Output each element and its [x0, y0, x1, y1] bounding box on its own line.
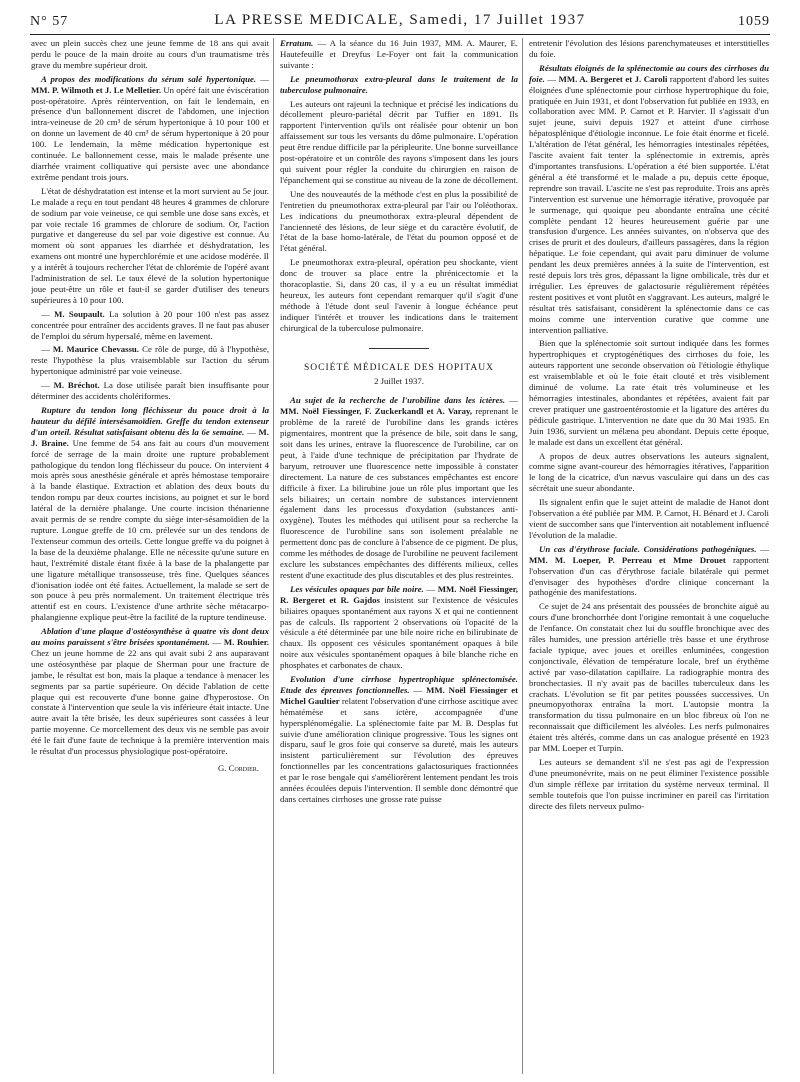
article-opening: A propos des modifications du sérum salé hypertonique. — MM. P. Wilmoth et J. Le Melletier. Un opéré fait une éviscération post-opératoire. Après réintervention, on fait le lendemain, en présence d'un ballonnement discret de l'abdomen, une injection intra-veineuse de 20 cm³ de sérum hypertonique à 10 pour 100 et on donne un lavement de 40 cm³ de sérum hypertonique à 20 pour 100. Le lendemain, la même médication hypertonique est continuée. Le ballonnement cesse, mais le malade présente une diarrhée vraiment colliquative qui persiste avec une abondance extrême pendant trois jours.: [31, 73, 269, 182]
article-opening: Ablation d'une plaque d'ostéosynthèse à quatre vis dont deux au moins paraissent s'être brisées spontanément. — M. Rouhier. Chez un jeune homme de 22 ans qui avait subi 2 ans auparavant une ostéosynthèse par plaque de Sherman pour une fracture de jambe, le résultat est bon, mais la plaque a tendance à menacer les segments par sa partie supérieure. On décide l'ablation de cette plaque qui est recouverte d'une bonne gaine d'hyperostose. On constate à l'intervention que seule la vis inférieure était intacte. Une autre avait la tête brisée, les deux supérieures sont cassées à leur partie moyenne. Ce morcellement des deux vis ne semble pas avoir été le fait d'une faute de technique à la première intervention mais le résultat d'un processus physiologique post-opératoire.: [31, 626, 269, 757]
article-title: Au sujet de la recherche de l'urobiline dans les ictères.: [290, 395, 506, 406]
paragraph-text: Un opéré fait une éviscération post-opératoire. Après réintervention, on fait le lendemain, en présence d'un ballonnement discret de l'abdomen, une injection intra-veineuse de 20 cm³ de sérum hypertonique à 10 pour 100 et on donne un lavement de 40 cm³ de sérum hypertonique à 20 pour 100. Le lendemain, la même médication hypertonique est continuée. Le ballonnement cesse, mais le malade présente une diarrhée vraiment colliquative qui persiste avec une abondance extrême pendant trois jours.: [31, 84, 269, 182]
article-title: Résultats éloignés de la splénectomie au cours des cirrhoses du foie.: [529, 62, 769, 84]
paragraph-text: insistent sur l'existence de vésicules biliaires opaques spontanément aux rayons X et qui ne contiennent pas de calculs. Ils rapportent 2 observations où l'opacité de la vésicule a été déterminée par une bile noire riche en bilirubinate de chaux. Ils opposent ces vésicules spontanément opaques à bile noire aux vésicules spontanément opaques à bile blanche riche en phosphates et carbonates de chaux.: [280, 594, 518, 671]
article-title: Erratum.: [280, 38, 314, 48]
discussion-remark: — M. Maurice Chevassu. Ce rôle de purge, dû à l'hypothèse, reste l'hypothèse la plus vraisemblable sur l'action du sérum hypertonique administré par voie veineuse.: [31, 344, 269, 377]
section-rule: [369, 348, 429, 349]
signature: G. Cordier.: [217, 763, 259, 773]
paragraph-text: reprenant le problème de la rareté de l'urobiline dans les grands ictères pigmentaires, montrent que la présence de bile, soit dans le sang, soit dans les urines, entrave la fluorescence de l'urobiline, car on peut, à l'aide d'une technique de précipitation par l'hydrate de baryum, retrouver une fluorescence nette impossible à constater directement. La nature de ces substances empêchantes est encore difficile à fixer. La bilirubine joue un rôle plus important que les sels biliaires; un certain nombre de substances interviennent également dans les processus d'oxydation (substances anti-oxygène). Toutes les méthodes qui utilisent pour sa recherche la fluorescence de l'urobiline sans son isolement préalable ne permettent donc pas de conclure à l'absence de ce pigment. De plus, comme les méthodes de dosage de l'urobiline ne peuvent facilement exclure les substances empêchantes des différents milieux, celles restent d'une exactitude des plus discutables et des plus restreintes.: [280, 406, 518, 580]
paragraph: Bien que la splénectomie soit surtout indiquée dans les formes hypertrophiques et cryptogénétiques des cirrhoses du foie, les auteurs rapportent une seconde observation où l'étiologie éthylique est vraisemblable et où le foie était clouté et très visiblement diminué de volume. La rate était très volumineuse et les hémorragies intestinales, abondantes et répétées, avaient fait par crever pratiquer une gastroentérostomie et la ligature des artères du pédicule gastrique. L'intervention ne date que du 30 Mai 1935. En Juin 1936, survient un mélæna peu abondant. Depuis cette époque, le malade est dans un excellent état général.: [529, 338, 769, 447]
erratum: Erratum. — A la séance du 16 Juin 1937, MM. A. Maurer, E. Hautefeuille et Dreyfus Le-Foyer ont fait la communication suivante :: [280, 38, 518, 70]
remark-text: Ce rôle de purge, dû à l'hypothèse, reste l'hypothèse la plus vraisemblable sur l'action du sérum hypertonique administré par voie veineuse.: [31, 344, 269, 377]
article-title: Evolution d'une cirrhose hypertrophique splénectomisée. Etude des épreuves fonctionnelles.: [280, 674, 518, 695]
article-title: A propos des modifications du sérum salé hypertonique.: [41, 73, 257, 84]
paragraph-text: relatent l'observation d'une cirrhose ascitique avec hématémèse et sans ictère, accompagnée d'une hypersplénomégalie. La splénectomie faite par M. B. Desplas fut suivie d'une amélioration clinique progressive. Tous les signes ont disparu, sauf le gros foie qui conserve sa dureté, mais les auteurs insistent particulièrement sur l'évolution des épreuves fonctionnelles par les concentrations galactosuriques fractionnées et par le rose bengale qui s'améliorèrent lentement pendant les trois années écoulées depuis l'intervention. Il semble donc démontré que dans certaines cirrhoses une grosse rate puisse: [280, 695, 518, 804]
article-opening: Au sujet de la recherche de l'urobiline dans les ictères. — MM. Noël Fiessinger, F. Zuckerkandl et A. Varay, reprenant le problème de la rareté de l'urobiline dans les grands ictères pigmentaires, montrent que la présence de bile, soit dans le sang, soit dans les urines, entrave la fluorescence de l'urobiline, car on peut, à l'aide d'une technique de précipitation par l'hydrate de baryum, retrouver une fluorescence nette impossible à constater directement. La nature de ces substances empêchantes est encore difficile à fixer. La bilirubine joue un rôle plus important que les sels biliaires; un certain nombre de substances interviennent également dans les processus d'oxydation (substances anti-oxygène). Toutes les méthodes qui utilisent pour sa recherche la fluorescence de l'urobiline sans son isolement préalable ne permettent donc pas de conclure à l'absence de ce pigment. De plus, comme les méthodes de dosage de l'urobiline ne peuvent facilement exclure les substances empêchantes des différents milieux, celles restent d'une exactitude des plus discutables et des plus restreintes.: [280, 395, 518, 580]
column-divider-1: [273, 38, 274, 1074]
paragraph: Les auteurs ont rajeuni la technique et précisé les indications du décollement pleuro-pariétal décrit par Tuffier en 1891. Ils rapportent l'intervention qu'ils ont réalisée pour obtenir un bon affaissement sur tous les versants du dôme pulmonaire. L'opération peut être rendue difficile par la péripleurite. Une bonne surveillance post-opératoire et un contrôle des rayons s'imposent dans les jours qui suivent pour régler la conduite du chirurgien en raison de l'épanchement qui se constitue au niveau de la zone de décollement.: [280, 98, 518, 185]
paragraph: Ils signalent enfin que le sujet atteint de maladie de Hanot dont l'observation a été publiée par MM. P. Carnot, H. Bénard et J. Caroli vient de succomber sans que l'intervention ait notablement influencé l'évolution de la maladie.: [529, 497, 769, 540]
paragraph-text: A la séance du 16 Juin 1937, MM. A. Maurer, E. Hautefeuille et Dreyfus Le-Foyer ont fait la communication suivante :: [280, 38, 518, 70]
remark-text: La solution à 20 pour 100 n'est pas assez concentrée pour entraîner des accidents graves. Il ne faut pas abuser de l'emploi du sérum hypersalé, même en lavement.: [31, 308, 269, 341]
remark-text: La dose utilisée paraît bien insuffisante pour déterminer des accidents cholériformes.: [31, 380, 269, 402]
article-opening: Les vésicules opaques par bile noire. — MM. Noël Fiessinger, R. Bergeret et R. Gajdos insistent sur l'existence de vésicules biliaires opaques spontanément aux rayons X et qui ne contiennent pas de calculs. Ils rapportent 2 observations où l'opacité de la vésicule a été déterminée par une bile noire riche en bilirubinate de chaux. Ils opposent ces vésicules spontanément opaques à bile noire aux vésicules spontanément opaques à bile blanche riche en phosphates et carbonates de chaux.: [280, 583, 518, 671]
paragraph: Les auteurs se demandent s'il ne s'est pas agi de l'expression d'une pneumonévrite, mais on ne peut éliminer l'existence possible d'un simple réflexe par irritation du système nerveux terminal. Il semble toutefois que l'on puisse incriminer en pareil cas l'irritation directe des filets nerveux pulmo-: [529, 757, 769, 811]
page-number: 1059: [738, 14, 770, 29]
paragraph: entretenir l'évolution des lésions parenchymateuses et interstitielles du foie.: [529, 38, 769, 59]
article-authors: MM. Noël Fiessinger, R. Bergeret et R. Gajdos: [280, 583, 518, 605]
session-date: 2 Juillet 1937.: [374, 376, 424, 387]
article-authors: MM. A. Bergeret et J. Caroli: [558, 73, 668, 84]
article-opening: Résultats éloignés de la splénectomie au cours des cirrhoses du foie. — MM. A. Bergeret et J. Caroli rapportent d'abord les suites éloignées d'une splénectomie pour cirrhose hypertrophique du foie, pratiquée en Juin 1931, et dont l'observation fut publiée en 1933, en collaboration avec MM. P. Carnot et P. Harvier. Il s'agissait d'un sujet jeune, suivi depuis 1927 et atteint d'une cirrhose hépatosplénique d'étiologie inconnue. Le foie était énorme et ficelé. L'altération de l'état général, les hémorragies intestinales répétées, l'ascite avaient fait tenter la splénectomie in extremis, après d'importantes transfusions. L'opération a été bien supportée. L'état général a été transformé et le malade a pu, depuis cette époque, reprendre son travail. L'ascite ne s'est pas reproduite. Trois ans après l'intervention est survenue une hémorragie itérative, provoquée par le surmenage, qui quoique peu abondante entraîna une cécité complète pendant 12 heures heureusement guérie par une transfusion d'urgence. Les années suivantes, on n'observa que des crises de prurit et des douleurs, d'ailleurs passagères, dans la région hépatique. Le foie cependant, qui avait paru diminuer de volume pendant les deux premières années à la suite de l'intervention, est resté depuis lors très gros, dépassant la ligne ombilicale, très dur et irrégulier. Les épreuves de galactosurie régulièrement répétées restent positives et vont plutôt en s'aggravant. Les auteurs, malgré le résultat très satisfaisant, considèrent la splénectomie dans ce cas moins comme une intervention curative que comme une intervention palliative.: [529, 62, 769, 335]
paragraph-text: Une femme de 54 ans fait au cours d'un mouvement forcé de serrage de la main droite une rupture probablement pathologique du tendon long fléchisseur du pouce. On intervient 4 mois après sous anesthésie générale et après hémostase temporaire à la bande élastique. Extraction et ablation des deux bouts du tendon rompu par deux courtes incisions, au poignet et sur le bord latéral de la dernière phalange. Une courte incision thénarienne avait permis de se rendre compte du siège inter-sésamoïdien de la rupture. Longue greffe de 10 cm. prélevée sur un des tendons de l'extenseur commun des orteils. Cette longue greffe va du poignet à la base de la deuxième phalange. Elle ne nécessite qu'une suture en haut, l'extrémité distale étant fixée à la base de la phalangette par une ligature métallique transosseuse, très fine. Quelques séances d'ionisation iodée ont été faites. Actuellement, la malade se sert de son pouce à peu près normalement. Un traitement électrique très attentif est en cours. L'existence d'une arthrite sèche métacarpo-phalangienne explique peut-être la facilité de la rupture tendineuse.: [31, 437, 269, 623]
article-authors: MM. M. Loeper, P. Perreau et Mme Drouet: [529, 554, 726, 565]
society-heading: SOCIÉTÉ MÉDICALE DES HOPITAUX: [304, 362, 494, 373]
article-opening: [280, 74, 518, 96]
remark-author: M. Bréchot.: [53, 380, 100, 391]
article-opening: Rupture du tendon long fléchisseur du pouce droit à la hauteur du défilé intersésamoïdien. Greffe du tendon extenseur d'un orteil. Résultat satisfaisant obtenu dès la 6e semaine. — M. J. Braine. Une femme de 54 ans fait au cours d'un mouvement forcé de serrage de la main droite une rupture probablement pathologique du tendon long fléchisseur du pouce. On intervient 4 mois après sous anesthésie générale et après hémostase temporaire à la bande élastique. Extraction et ablation des deux bouts du tendon rompu par deux courtes incisions, au poignet et sur le bord latéral de la dernière phalange. Une courte incision thénarienne avait permis de se rendre compte du siège inter-sésamoïdien de la rupture. Longue greffe de 10 cm. prélevée sur un des tendons de l'extenseur commun des orteils. Cette longue greffe va du poignet à la base de la deuxième phalange. Elle ne nécessite qu'une suture en haut, l'extrémité distale étant fixée à la base de la phalangette par une ligature métallique transosseuse, très fine. Quelques séances d'ionisation iodée ont été faites. Actuellement, la malade se sert de son pouce à peu près normalement. Un traitement électrique très attentif est en cours. L'existence d'une arthrite sèche métacarpo-phalangienne explique peut-être la facilité de la rupture tendineuse.: [31, 405, 269, 623]
journal-title: LA PRESSE MEDICALE, Samedi, 17 Juillet 1937: [214, 12, 586, 28]
article-authors: M. J. Braine.: [31, 426, 269, 448]
article-title: Le pneumothorax extra-pleural dans le traitement de la tuberculose pulmonaire.: [280, 73, 518, 95]
paragraph: Ce sujet de 24 ans présentait des poussées de bronchite aiguë au cours d'une bronchorrhée dont l'origine remontait à une coqueluche de l'enfance. On constatait chez lui du souffle bronchique avec des râles humides, une pression artérielle très basse et une érythrose faciale typique, avec joues et oreilles enluminées, congestion conjonctivale, élévation de température locale, bref un érythème activé par vaso-dilatation capillaire. La radiographie montra des bronchectasies. Il n'y avait pas de bacilles tuberculeux dans les crachats. L'évolution se fit par petites poussées successives. Un pneumopyothorax entraîna la mort. L'autopsie montra la transformation du tissu pulmonaire en un bloc fibreux où l'on ne reconnaissait que difficilement les alvéoles. Les nerfs pulmonaires étaient très altérés, comme dans un cas analogue présenté en 1923 par MM. Loeper et Turpin.: [529, 601, 769, 754]
article-opening: Evolution d'une cirrhose hypertrophique splénectomisée. Etude des épreuves fonctionnelles. — MM. Noël Fiessinger et Michel Gaultier relatent l'observation d'une cirrhose ascitique avec hématémèse et sans ictère, accompagnée d'une hypersplénomégalie. La splénectomie faite par M. B. Desplas fut suivie d'une amélioration clinique progressive. Tous les signes ont disparu, sauf le gros foie qui conserve sa dureté, mais les auteurs insistent particulièrement sur l'évolution des épreuves fonctionnelles par les concentrations galactosuriques fractionnées et par le rose bengale qui s'améliorèrent lentement pendant les trois années écoulées depuis l'intervention. Il semble donc démontré que dans certaines cirrhoses une grosse rate puisse: [280, 674, 518, 804]
article-title: Rupture du tendon long fléchisseur du pouce droit à la hauteur du défilé intersésamoïdien. Greffe du tendon extenseur d'un orteil. Résultat satisfaisant obtenu dès la 6e semaine.: [31, 405, 269, 437]
paragraph-text: rapportent l'observation d'un cas d'érythrose faciale bilatérale qui permet d'envisager des hypothèses d'ordre clinique concernant la pathogénie des manifestations.: [529, 554, 769, 598]
paragraph: Une des nouveautés de la méthode c'est en plus la possibilité de l'entretien du pneumothorax extra-pleural par l'air ou l'oléothorax. Les indications du pneumothorax extra-pleural dépendent de l'ancienneté des lésions, de leur siège et du caractère évolutif, de l'état de la base homo-latérale, de l'état du poumon opposé et de l'état général.: [280, 188, 518, 254]
remark-author: M. Soupault.: [54, 308, 105, 319]
running-header: [30, 12, 770, 35]
remark-author: M. Maurice Chevassu.: [52, 344, 139, 355]
column-2: [280, 38, 518, 1074]
column-1: [31, 38, 269, 1074]
paragraph: Le pneumothorax extra-pleural, opération peu shockante, vient donc de trouver sa place entre la phrénicectomie et la thoracoplastie. Si, dans 20 cas, il y a eu un résultat immédiat heureux, les auteurs font cependant remarquer qu'il s'agit d'une méthode à l'étude dont seul l'avenir à longue échéance peut indiquer l'intérêt et trouver les indications dans le traitement chirurgical de la tuberculose pulmonaire.: [280, 257, 518, 333]
paragraph: L'état de déshydratation est intense et la mort survient au 5e jour. Le malade a reçu en tout pendant 48 heures 4 grammes de chlorure de sodium par voie veineuse, ce qui semble une dose sans excès, et par voie rectale 16 grammes de chlorure de sodium. Or, l'action purgative et dangereuse du sel par voie digestive est connue. Au moment où sont apparues les diarrhée et déshydratation, les examens ont montré une hyperchlorémie et une acidose modérée. Il y a intérêt à toujours rechercher l'état de chlorémie de l'opéré avant l'administration de sel. Le taux élevé de la solution hypertonique joue peut-être un rôle et faut-il se garder d'utiliser des teneurs supérieures à 10 pour 100.: [31, 185, 269, 305]
article-title: Un cas d'érythrose faciale. Considérations pathogéniques.: [539, 543, 757, 554]
discussion-remark: — M. Soupault. La solution à 20 pour 100 n'est pas assez concentrée pour entraîner des accidents graves. Il ne faut pas abuser de l'emploi du sérum hypersalé, même en lavement.: [31, 308, 269, 341]
article-authors: MM. Noël Fiessinger et Michel Gaultier: [280, 684, 518, 706]
discussion-remark: — M. Bréchot. La dose utilisée paraît bien insuffisante pour déterminer des accidents cholériformes.: [31, 380, 269, 402]
paragraph-text: rapportent d'abord les suites éloignées d'une splénectomie pour cirrhose hypertrophique du foie, pratiquée en Juin 1931, et dont l'observation fut publiée en 1933, en collaboration avec MM. P. Carnot et P. Harvier. Il s'agissait d'un sujet jeune, suivi depuis 1927 et atteint d'une cirrhose hépatosplénique d'étiologie inconnue. Le foie était énorme et ficelé. L'altération de l'état général, les hémorragies intestinales répétées, l'ascite avaient fait tenter la splénectomie in extremis, après d'importantes transfusions. L'opération a été bien supportée. L'état général a été transformé et le malade a pu, depuis cette époque, reprendre son travail. L'ascite ne s'est pas reproduite. Trois ans après l'intervention est survenue une hémorragie itérative, provoquée par le surmenage, qui quoique peu abondante entraîna une cécité complète pendant 12 heures heureusement guérie par une transfusion d'urgence. Les années suivantes, on n'observa que des crises de prurit et des douleurs, d'ailleurs passagères, dans la région hépatique. Le foie cependant, qui avait paru diminuer de volume pendant les deux premières années à la suite de l'intervention, est resté depuis lors très gros, dépassant la ligne ombilicale, très dur et irrégulier. Les épreuves de galactosurie régulièrement répétées restent positives et vont plutôt en s'aggravant. Les auteurs, malgré le résultat très satisfaisant, considèrent la splénectomie dans ce cas moins comme une intervention curative que comme une intervention palliative.: [529, 73, 769, 335]
column-divider-2: [522, 38, 523, 1074]
paragraph-text: Chez un jeune homme de 22 ans qui avait subi 2 ans auparavant une ostéosynthèse par plaque de Sherman pour une fracture de jambe, le résultat est bon, mais la plaque a tendance à menacer les segments par sa partie supérieure. On décide l'ablation de cette plaque qui est recouverte d'une bonne gaine d'hyperostose. On constate à l'intervention que seule la vis inférieure était intacte. Une autre avait la tête brisée, les deux supérieures sont cassées à leur partie moyenne. Ce morcellement des deux vis ne semble pas avoir été le fait d'une faute de technique à la première intervention mais le résultat d'un processus physiologique post-opératoire.: [31, 647, 269, 757]
article-title: Les vésicules opaques par bile noire.: [290, 583, 424, 594]
paragraph: avec un plein succès chez une jeune femme de 18 ans qui avait perdu le pouce de la main droite au cours d'un traumatisme très grave du membre supérieur droit.: [31, 38, 269, 70]
article-authors: MM. P. Wilmoth et J. Le Melletier.: [31, 84, 162, 95]
article-authors: M. Rouhier.: [223, 637, 269, 648]
issue-number: N° 57: [30, 14, 69, 29]
article-opening: Un cas d'érythrose faciale. Considérations pathogéniques. — MM. M. Loeper, P. Perreau et Mme Drouet rapportent l'observation d'un cas d'érythrose faciale bilatérale qui permet d'envisager des hypothèses d'ordre clinique concernant la pathogénie des manifestations.: [529, 543, 769, 598]
paragraph: A propos de deux autres observations les auteurs signalent, comme signe avant-coureur des hémorragies itératives, l'apparition le long de la cicatrice, d'un nævus vasculaire qui dans un des cas sécrétait une sueur abondante.: [529, 450, 769, 494]
article-title: Ablation d'une plaque d'ostéosynthèse à quatre vis dont deux au moins paraissent s'être brisées spontanément.: [31, 626, 269, 648]
article-authors: MM. Noël Fiessinger, F. Zuckerkandl et A. Varay,: [280, 406, 473, 417]
column-3: [529, 38, 769, 1074]
